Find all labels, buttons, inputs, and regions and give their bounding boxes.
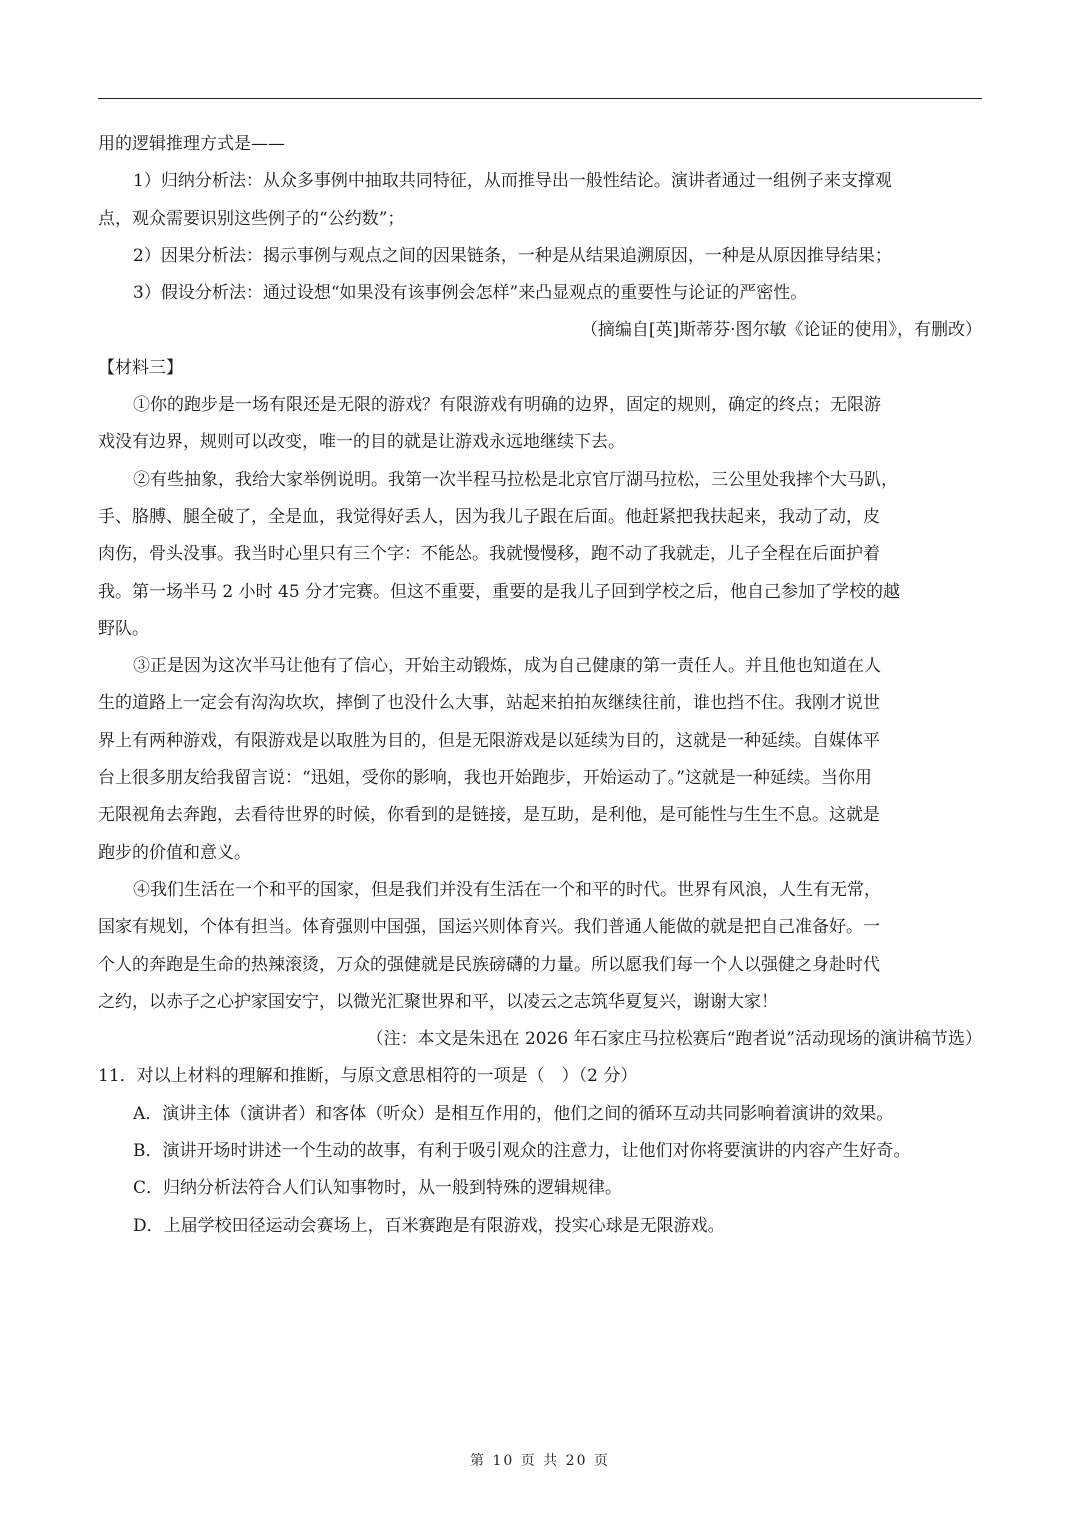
paragraph-4-line-4: 之约，以赤子之心护家国安宁，以微光汇聚世界和平，以凌云之志筑华夏复兴，谢谢大家！	[98, 991, 778, 1012]
page-content	[98, 126, 982, 1245]
question-stem: 11．对以上材料的理解和推断，与原文意思相符的一项是（ ）（2 分）	[98, 1066, 638, 1087]
paragraph-1-line-1: ①你的跑步是一场有限还是无限的游戏？有限游戏有明确的边界，固定的规则，确定的终点；无限游	[133, 395, 881, 416]
method-3	[98, 275, 982, 312]
paragraph-3-line-5: 无限视角去奔跑，去看待世界的时候，你看到的是链接，是互助，是利他，是可能性与生生不息。这就是	[98, 805, 880, 826]
material3-paragraph-3	[98, 648, 982, 872]
option-c: C．归纳分析法符合人们认知事物时，从一般到特殊的逻辑规律。	[133, 1178, 623, 1199]
paragraph-4-line-2: 国家有规划，个体有担当。体育强则中国强，国运兴则体育兴。我们普通人能做的就是把自己准备好。一	[98, 917, 880, 938]
paragraph-2-line-5: 野队。	[98, 618, 149, 639]
paragraph-3-line-4: 台上很多朋友给我留言说：“迅姐，受你的影响，我也开始跑步，开始运动了。”这就是一种延续。当你用	[98, 768, 872, 789]
paragraph-4-line-1: ④我们生活在一个和平的国家，但是我们并没有生活在一个和平的时代。世界有风浪，人生有无常，	[133, 879, 881, 900]
paragraph-2-line-2: 手、胳膊、腿全破了，全是血，我觉得好丢人，因为我儿子跟在后面。他赶紧把我扶起来，我动了动，皮	[98, 506, 880, 527]
method-2-line-1: 2）因果分析法：揭示事例与观点之间的因果链条，一种是从结果追溯原因，一种是从原因推导结果；	[133, 245, 892, 266]
source-note-1: （摘编自[英]斯蒂芬·图尔敏《论证的使用》，有删改）	[580, 320, 982, 341]
method-1	[98, 163, 982, 238]
paragraph-2-line-3: 肉伤，骨头没事。我当时心里只有三个字：不能怂。我就慢慢移，跑不动了我就走，儿子全程在后面护着	[98, 544, 880, 565]
option-b: B．演讲开场时讲述一个生动的故事，有利于吸引观众的注意力，让他们对你将要演讲的内容产生好奇。	[133, 1141, 911, 1162]
material3-paragraph-2	[98, 462, 982, 648]
paragraph-4-line-3: 个人的奔跑是生命的热辣滚烫，万众的强健就是民族磅礴的力量。所以愿我们每一个人以强健之身赴时代	[98, 954, 880, 975]
paragraph-2-line-1: ②有些抽象，我给大家举例说明。我第一次半程马拉松是北京官厅湖马拉松，三公里处我摔个大马趴，	[133, 469, 898, 490]
method-1-line-2: 点，观众需要识别这些例子的“公约数”；	[98, 208, 405, 229]
page-footer: 第 10 页 共 20 页	[470, 1453, 610, 1469]
source-note-2: （注：本文是朱迅在 2026 年石家庄马拉松赛后“跑者说”活动现场的演讲稿节选）	[366, 1029, 982, 1050]
material3-paragraph-1	[98, 387, 982, 462]
paragraph-3-line-1: ③正是因为这次半马让他有了信心，开始主动锻炼，成为自己健康的第一责任人。并且他也知道在人	[133, 656, 881, 677]
paragraph-2-line-4: 我。第一场半马 2 小时 45 分才完赛。但这不重要，重要的是我儿子回到学校之后，他自己参加了学校的越	[98, 581, 901, 602]
method-1-line-1: 1）归纳分析法：从众多事例中抽取共同特征，从而推导出一般性结论。演讲者通过一组例子来支撑观	[133, 171, 892, 192]
question-11	[98, 1058, 982, 1244]
material3-title: 【材料三】	[98, 357, 183, 378]
paragraph-3-line-3: 界上有两种游戏，有限游戏是以取胜为目的，但是无限游戏是以延续为目的，这就是一种延续。自媒体平	[98, 730, 880, 751]
method-3-line-1: 3）假设分析法：通过设想“如果没有该事例会怎样”来凸显观点的重要性与论证的严密性。	[133, 283, 808, 304]
option-a: A．演讲主体（演讲者）和客体（听众）是相互作用的，他们之间的循环互动共同影响着演讲的效果。	[133, 1103, 894, 1124]
material3-paragraph-4	[98, 872, 982, 1021]
method-2	[98, 238, 982, 275]
option-d: D．上届学校田径运动会赛场上，百米赛跑是有限游戏，投实心球是无限游戏。	[133, 1215, 725, 1236]
paragraph-3-line-2: 生的道路上一定会有沟沟坎坎，摔倒了也没什么大事，站起来拍拍灰继续往前，谁也挡不住。我刚才说世	[98, 693, 880, 714]
header-rule	[98, 98, 982, 99]
intro-line: 用的逻辑推理方式是——	[98, 134, 285, 154]
paragraph-1-line-2: 戏没有边界，规则可以改变，唯一的目的就是让游戏永远地继续下去。	[98, 432, 625, 453]
paragraph-3-line-6: 跑步的价值和意义。	[98, 842, 251, 863]
